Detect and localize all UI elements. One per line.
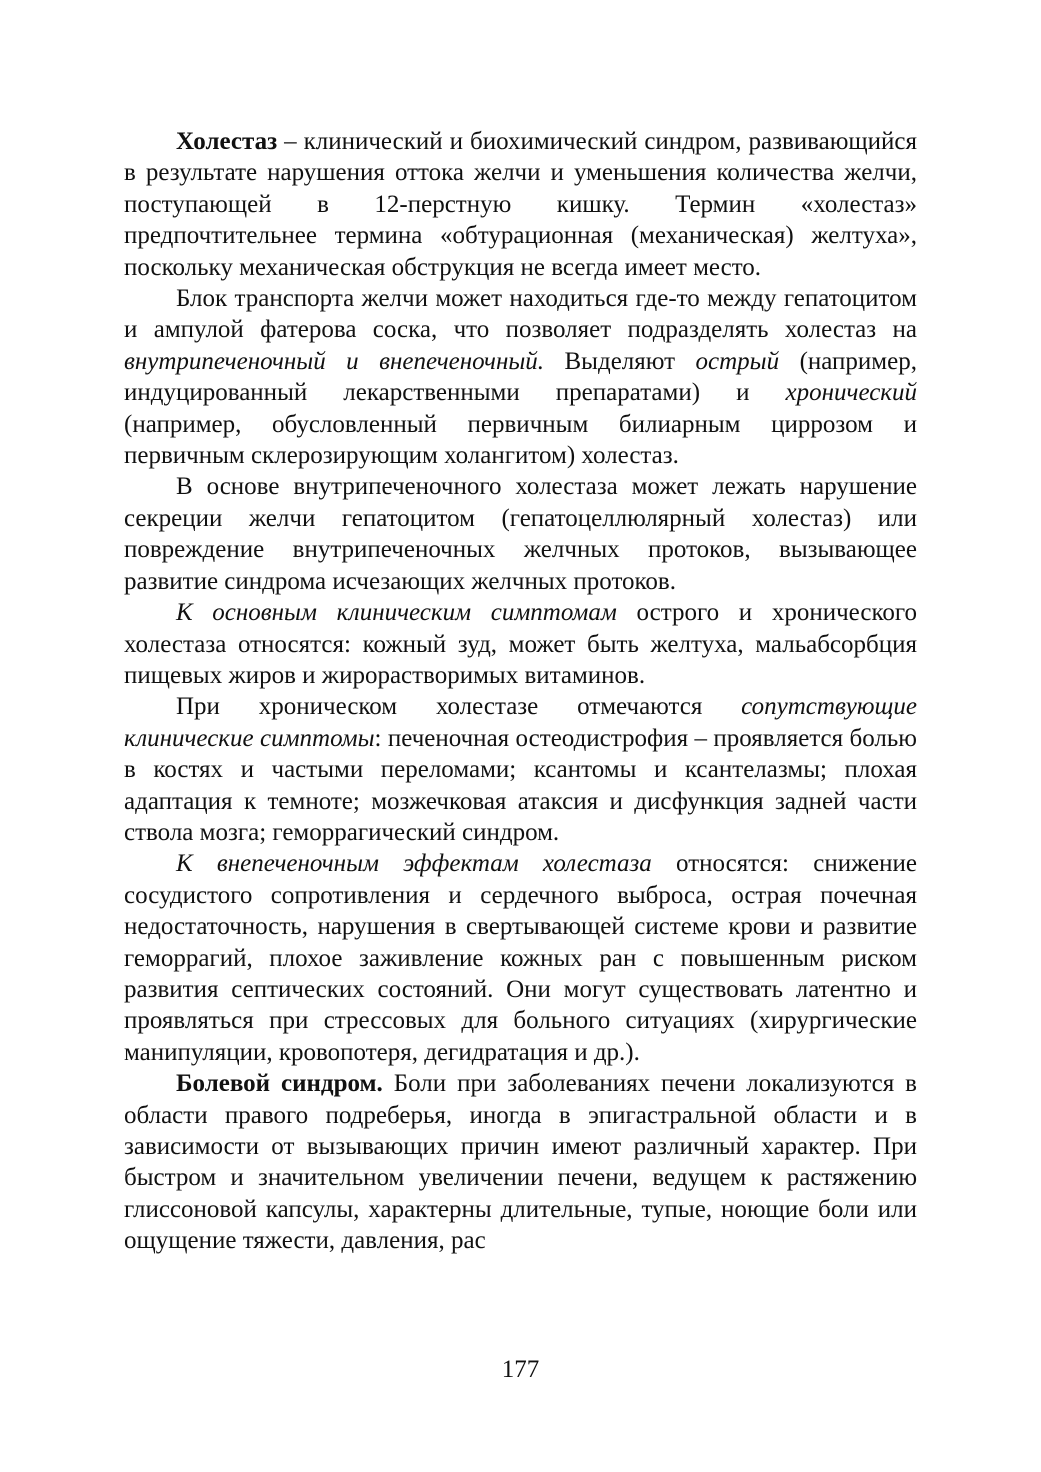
text-run: Выделяют bbox=[544, 347, 696, 375]
term-cholestasis: Холестаз bbox=[176, 128, 278, 155]
paragraph-concomitant-symptoms bbox=[124, 691, 917, 848]
paragraph-pain-syndrome bbox=[124, 1068, 917, 1256]
italic-run: острый bbox=[695, 347, 780, 375]
text-run: В основе внутрипеченочного холестаза может лежать нарушение секреции желчи гепатоцитом (гепатоцеллюлярный холестаз) или повреждение внутрипеченочных желчных протоков, вызывающее развитие синдрома исчезающих желчных протоков. bbox=[124, 473, 917, 595]
text-run: : печеночная остеодистрофия – проявляется болью в костях и частыми переломами; ксантомы и ксантелазмы; плохая адаптация к темноте; мозжечковая атаксия и дисфункция задней части ствола мозга; геморрагический синдром. bbox=[124, 724, 917, 846]
paragraph-cholestasis-definition bbox=[124, 126, 917, 283]
italic-run: внутрипеченочный и внепеченочный. bbox=[124, 347, 545, 375]
italic-run: К внепеченочным эффектам холестаза bbox=[176, 850, 652, 878]
paragraph-bile-transport-block bbox=[124, 283, 917, 471]
text-run: (например, индуцированный лекарственными препаратами) и bbox=[124, 347, 917, 407]
page-body bbox=[124, 126, 917, 1257]
paragraph-intrahepatic-basis bbox=[124, 471, 917, 597]
text-run: (например, обусловленный первичным билиарным циррозом и первичным склерозирующим холангитом) холестаз. bbox=[124, 410, 917, 470]
italic-run: хронический bbox=[785, 379, 917, 407]
paragraph-extrahepatic-effects bbox=[124, 848, 917, 1068]
text-run: острого и хронического холестаза относятся: кожный зуд, может быть желтуха, мальабсорбция пищевых жиров и жирорастворимых витаминов. bbox=[124, 599, 917, 689]
text-run: – клинический и биохимический синдром, развивающийся в результате нарушения оттока желчи и уменьшения количества желчи, поступающей в 12-перстную кишку. Термин «холестаз» предпочтительнее термина «обтурационная (механическая) желтуха», поскольку механическая обструкция не всегда имеет место. bbox=[124, 128, 917, 281]
term-pain-syndrome: Болевой синдром. bbox=[176, 1070, 383, 1098]
paragraph-main-symptoms bbox=[124, 597, 917, 691]
text-run: При хроническом холестазе отмечаются bbox=[176, 693, 742, 721]
italic-run: К основным клиническим симптомам bbox=[176, 599, 617, 627]
page-number: 177 bbox=[501, 1356, 540, 1383]
text-run: относятся: снижение сосудистого сопротивления и сердечного выброса, острая почечная недостаточность, нарушения в свертывающей системе крови и развитие геморрагий, плохое заживление кожных ран с повышенным риском развития септических состояний. Они могут существовать латентно и проявляться при стрессовых для больного ситуациях (хирургические манипуляции, кровопотеря, дегидратация и др.). bbox=[124, 850, 917, 1066]
text-run: Блок транспорта желчи может находиться где-то между гепатоцитом и ампулой фатерова соска, что позволяет подразделять холестаз на bbox=[124, 285, 917, 344]
text-run: Боли при заболеваниях печени локализуются в области правого подреберья, иногда в эпигастральной области и в зависимости от вызывающих причин имеют различный характер. При быстром и значительном увеличении печени, ведущем к растяжению глиссоновой капсулы, характерны длительные, тупые, ноющие боли или ощущение тяжести, давления, рас bbox=[124, 1070, 917, 1255]
italic-run: сопутствующие клинические симптомы bbox=[124, 693, 917, 752]
